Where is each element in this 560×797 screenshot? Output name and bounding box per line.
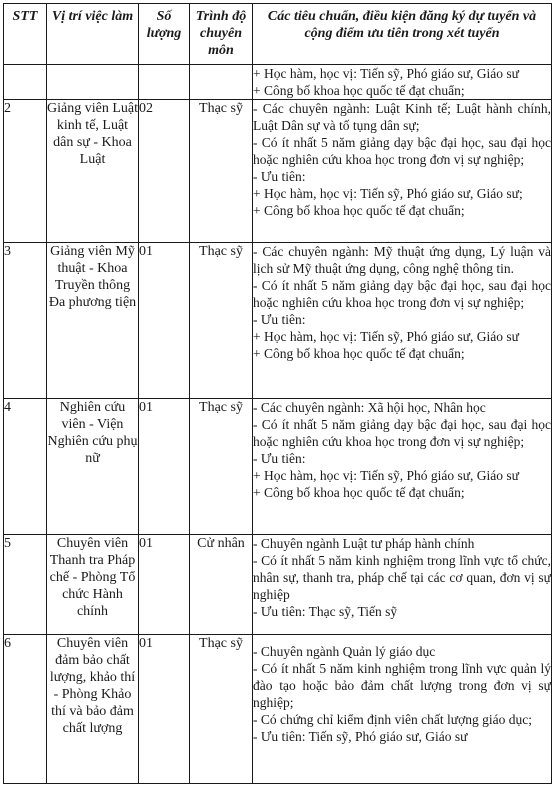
- requirement-line: - Có chứng chỉ kiểm định viên chất lượng giáo dục;: [253, 712, 532, 727]
- table-row: [4, 635, 552, 784]
- requirement-line: - Có ít nhất 5 năm kinh nghiệm trong lĩnh vực quản lý đào tạo hoặc bảo đảm chất lượng trong đơn vị sự nghiệp;: [253, 661, 551, 710]
- table-row: [4, 243, 552, 399]
- requirement-line: - Có ít nhất 5 năm kinh nghiệm trong lĩnh vực tổ chức, nhân sự, thanh tra, pháp chế tại các cơ quan, đơn vị sự nghiệp: [253, 553, 551, 602]
- requirement-line: - Chuyên ngành Quản lý giáo dục: [253, 644, 436, 659]
- cell-level: Cử nhân: [190, 535, 253, 635]
- cell-position: Chuyên viên Thanh tra Pháp chế - Phòng Tổ chức Hành chính: [47, 535, 139, 635]
- cell-position: Nghiên cứu viên - Viện Nghiên cứu phụ nữ: [47, 399, 139, 535]
- cell-level: Thạc sỹ: [190, 399, 253, 535]
- cell-quantity: [139, 65, 190, 100]
- requirement-line: + Học hàm, học vị: Tiến sỹ, Phó giáo sư, Giáo sư: [253, 66, 519, 81]
- requirement-line: - Có ít nhất 5 năm giảng dạy bậc đại học, sau đại học hoặc nghiên cứu khoa học trong đơn vị sự nghiệp;: [253, 135, 551, 167]
- cell-stt: 6: [4, 635, 47, 784]
- cell-quantity: 01: [139, 399, 190, 535]
- requirement-line: - Có ít nhất 5 năm giảng dạy bậc đại học, sau đại học hoặc nghiên cứu khoa học trong đơn vị sự nghiệp;: [253, 417, 551, 449]
- header-level: Trình độ chuyên môn: [190, 4, 253, 65]
- recruitment-table: [3, 3, 552, 784]
- cell-requirements: [253, 399, 552, 535]
- cell-stt: 2: [4, 100, 47, 243]
- requirement-line: + Học hàm, học vị: Tiến sỹ, Phó giáo sư, Giáo sư: [253, 329, 519, 344]
- cell-requirements: [253, 535, 552, 635]
- cell-quantity: 02: [139, 100, 190, 243]
- requirement-line: - Ưu tiên:: [253, 312, 306, 327]
- cell-requirements: [253, 243, 552, 399]
- requirement-line: - Ưu tiên: Thạc sỹ, Tiến sỹ: [253, 604, 398, 619]
- table-row: [4, 535, 552, 635]
- header-requirements: Các tiêu chuẩn, điều kiện đăng ký dự tuyển và cộng điểm ưu tiên trong xét tuyển: [253, 4, 552, 65]
- requirement-line: + Công bố khoa học quốc tế đạt chuẩn;: [253, 203, 465, 218]
- cell-level: [190, 65, 253, 100]
- requirement-line: - Các chuyên ngành: Xã hội học, Nhân học: [253, 400, 486, 415]
- requirement-line: - Ưu tiên:: [253, 169, 306, 184]
- cell-quantity: 01: [139, 243, 190, 399]
- requirement-line: + Công bố khoa học quốc tế đạt chuẩn;: [253, 485, 465, 500]
- requirement-line: - Các chuyên ngành: Luật Kinh tế; Luật hành chính, Luật Dân sự và tố tụng dân sự;: [253, 101, 551, 133]
- cell-position: [47, 65, 139, 100]
- header-position: Vị trí việc làm: [47, 4, 139, 65]
- cell-quantity: 01: [139, 535, 190, 635]
- requirement-line: - Ưu tiên:: [253, 451, 306, 466]
- requirement-line: - Có ít nhất 5 năm giảng dạy bậc đại học, sau đại học hoặc nghiên cứu khoa học trong đơn vị sự nghiệp;: [253, 278, 551, 310]
- cell-level: Thạc sỹ: [190, 635, 253, 784]
- cell-position: Chuyên viên đảm bảo chất lượng, khảo thí - Phòng Khảo thí và bảo đảm chất lượng: [47, 635, 139, 784]
- requirement-line: + Công bố khoa học quốc tế đạt chuẩn;: [253, 346, 465, 361]
- requirement-line: + Học hàm, học vị: Tiến sỹ, Phó giáo sư, Giáo sư;: [253, 186, 523, 201]
- cell-level: Thạc sỹ: [190, 243, 253, 399]
- header-quantity: Số lượng: [139, 4, 190, 65]
- table-row-continuation: [4, 65, 552, 100]
- cell-quantity: 01: [139, 635, 190, 784]
- cell-requirements: [253, 635, 552, 784]
- cell-stt: 5: [4, 535, 47, 635]
- requirement-line: - Ưu tiên: Tiến sỹ, Phó giáo sư, Giáo sư: [253, 729, 468, 744]
- cell-requirements: [253, 65, 552, 100]
- table-row: [4, 399, 552, 535]
- spacer: [253, 635, 551, 643]
- cell-position: Giảng viên Luật kinh tế, Luật dân sự - Khoa Luật: [47, 100, 139, 243]
- requirement-line: + Học hàm, học vị: Tiến sỹ, Phó giáo sư, Giáo sư: [253, 468, 519, 483]
- cell-stt: [4, 65, 47, 100]
- cell-level: Thạc sỹ: [190, 100, 253, 243]
- cell-stt: 3: [4, 243, 47, 399]
- requirement-line: - Các chuyên ngành: Mỹ thuật ứng dụng, Lý luận và lịch sử Mỹ thuật ứng dụng, công nghệ thông tin.: [253, 244, 551, 276]
- cell-position: Giảng viên Mỹ thuật - Khoa Truyền thông Đa phương tiện: [47, 243, 139, 399]
- header-stt: STT: [4, 4, 47, 65]
- table-row: [4, 100, 552, 243]
- cell-requirements: [253, 100, 552, 243]
- requirement-line: + Công bố khoa học quốc tế đạt chuẩn;: [253, 83, 465, 98]
- requirement-line: - Chuyên ngành Luật tư pháp hành chính: [253, 536, 475, 551]
- header-row: [4, 4, 552, 65]
- cell-stt: 4: [4, 399, 47, 535]
